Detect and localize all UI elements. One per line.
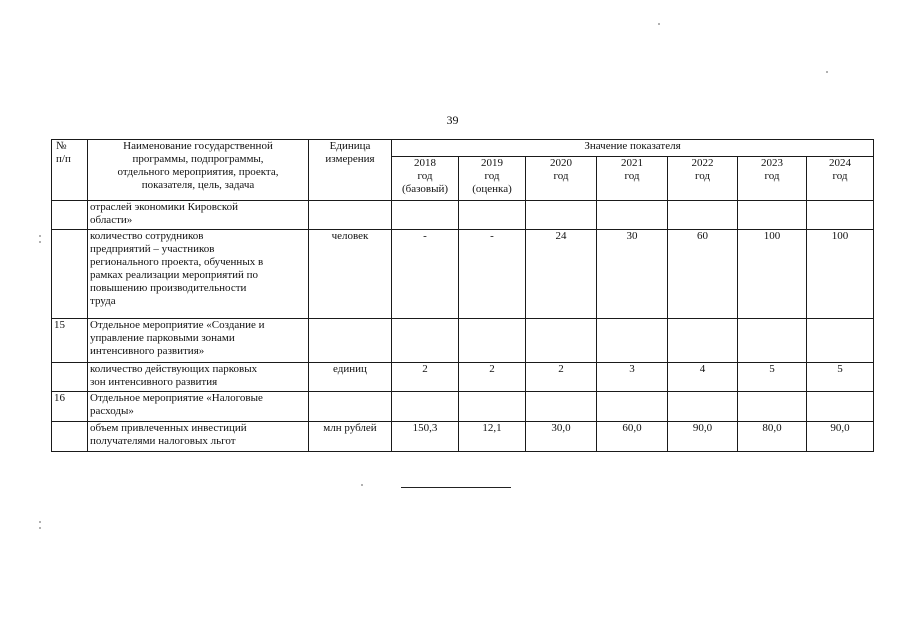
row-name: объем привлеченных инвестиций получателями налоговых льгот xyxy=(88,422,309,452)
row-value xyxy=(597,319,668,363)
row-value: 4 xyxy=(668,363,738,392)
row-value: 80,0 xyxy=(738,422,807,452)
table-row xyxy=(52,422,874,452)
row-value xyxy=(526,392,597,422)
header-values-group: Значение показателя xyxy=(392,140,874,157)
header-year: 2020 год xyxy=(526,157,597,201)
table-row xyxy=(52,392,874,422)
row-value xyxy=(526,201,597,230)
indicators-table xyxy=(51,139,874,452)
table-row xyxy=(52,363,874,392)
header-num: № п/п xyxy=(52,140,88,201)
row-value xyxy=(597,201,668,230)
row-value: 2 xyxy=(392,363,459,392)
row-name: количество сотрудников предприятий – участников регионального проекта, обученных в рамках реализации мероприятий по повышению производительности труда xyxy=(88,230,309,319)
row-value xyxy=(392,392,459,422)
row-value xyxy=(459,201,526,230)
row-number xyxy=(52,230,88,319)
row-value: 90,0 xyxy=(668,422,738,452)
scan-speck xyxy=(658,23,660,25)
row-value: 12,1 xyxy=(459,422,526,452)
row-value: 2 xyxy=(526,363,597,392)
table-row xyxy=(52,230,874,319)
row-value: 100 xyxy=(738,230,807,319)
scan-speck xyxy=(39,521,41,523)
row-value: 60 xyxy=(668,230,738,319)
row-number xyxy=(52,363,88,392)
row-value xyxy=(807,201,874,230)
row-unit xyxy=(309,392,392,422)
row-value: 150,3 xyxy=(392,422,459,452)
scan-speck xyxy=(39,235,41,237)
header-year: 2024 год xyxy=(807,157,874,201)
row-number: 15 xyxy=(52,319,88,363)
row-value xyxy=(668,392,738,422)
row-value xyxy=(807,319,874,363)
row-value: - xyxy=(459,230,526,319)
header-year: 2021 год xyxy=(597,157,668,201)
row-unit: млн рублей xyxy=(309,422,392,452)
footer-divider xyxy=(401,487,511,488)
row-value: - xyxy=(392,230,459,319)
row-value xyxy=(459,392,526,422)
row-value xyxy=(459,319,526,363)
table-header-row xyxy=(52,140,874,157)
header-year: 2018 год (базовый) xyxy=(392,157,459,201)
scan-speck xyxy=(361,484,363,486)
row-number xyxy=(52,422,88,452)
scan-speck xyxy=(39,527,41,529)
header-year: 2023 год xyxy=(738,157,807,201)
row-value xyxy=(668,201,738,230)
row-value xyxy=(738,392,807,422)
row-number: 16 xyxy=(52,392,88,422)
row-value: 5 xyxy=(738,363,807,392)
row-value xyxy=(392,319,459,363)
row-value: 60,0 xyxy=(597,422,668,452)
row-value xyxy=(526,319,597,363)
row-name: Отдельное мероприятие «Налоговые расходы» xyxy=(88,392,309,422)
row-value xyxy=(738,201,807,230)
row-value xyxy=(668,319,738,363)
row-unit: единиц xyxy=(309,363,392,392)
row-value: 5 xyxy=(807,363,874,392)
header-name: Наименование государственной программы, подпрограммы, отдельного мероприятия, проекта, показателя, цель, задача xyxy=(88,140,309,201)
table-row xyxy=(52,319,874,363)
row-value: 30,0 xyxy=(526,422,597,452)
page-number: 39 xyxy=(446,113,459,127)
row-value: 3 xyxy=(597,363,668,392)
row-name: Отдельное мероприятие «Создание и управление парковыми зонами интенсивного развития» xyxy=(88,319,309,363)
row-value: 90,0 xyxy=(807,422,874,452)
header-year: 2019 год (оценка) xyxy=(459,157,526,201)
row-unit: человек xyxy=(309,230,392,319)
row-value: 100 xyxy=(807,230,874,319)
scan-speck xyxy=(39,241,41,243)
row-unit xyxy=(309,201,392,230)
header-unit: Единица измерения xyxy=(309,140,392,201)
row-name: отраслей экономики Кировской области» xyxy=(88,201,309,230)
row-value xyxy=(807,392,874,422)
header-year: 2022 год xyxy=(668,157,738,201)
row-name: количество действующих парковых зон интенсивного развития xyxy=(88,363,309,392)
row-value xyxy=(597,392,668,422)
row-value: 2 xyxy=(459,363,526,392)
table-row xyxy=(52,201,874,230)
row-value: 30 xyxy=(597,230,668,319)
row-value xyxy=(392,201,459,230)
row-value: 24 xyxy=(526,230,597,319)
row-unit xyxy=(309,319,392,363)
scan-speck xyxy=(826,71,828,73)
row-number xyxy=(52,201,88,230)
row-value xyxy=(738,319,807,363)
